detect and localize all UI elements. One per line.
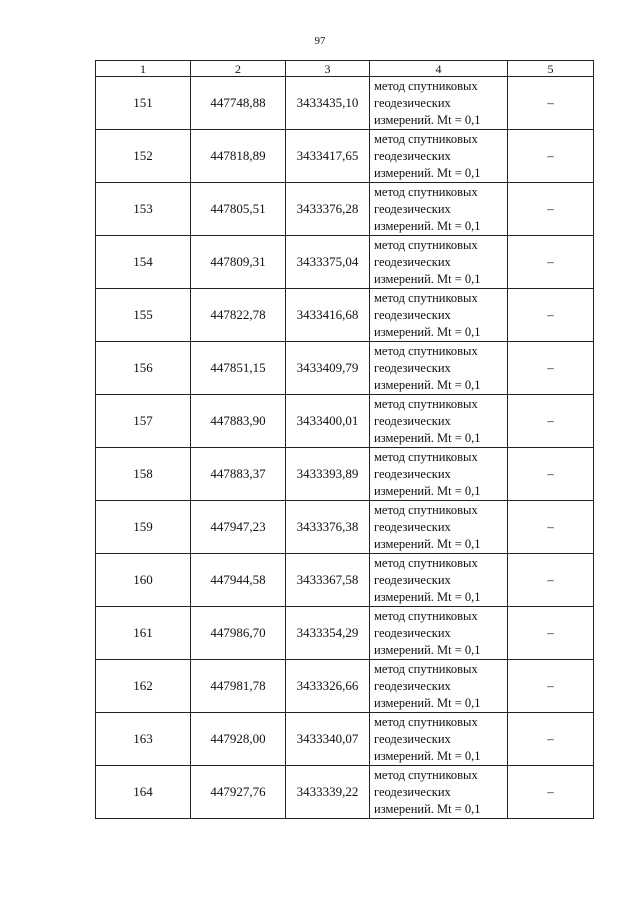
method-line: измерений. Mt = 0,1 (374, 748, 481, 763)
method-line: измерений. Mt = 0,1 (374, 695, 481, 710)
table-row (96, 236, 594, 289)
note-cell: – (508, 342, 594, 395)
table-row (96, 448, 594, 501)
method-cell (370, 130, 508, 183)
method-line: геодезических (374, 201, 451, 216)
x-coordinate-cell: 447883,37 (191, 448, 286, 501)
method-cell (370, 77, 508, 130)
table-row (96, 289, 594, 342)
y-coordinate-cell: 3433376,38 (286, 501, 370, 554)
y-coordinate-cell: 3433375,04 (286, 236, 370, 289)
x-coordinate-cell: 447986,70 (191, 607, 286, 660)
x-coordinate-cell: 447851,15 (191, 342, 286, 395)
method-line: метод спутниковых (374, 131, 478, 146)
method-cell (370, 289, 508, 342)
method-cell (370, 395, 508, 448)
method-line: геодезических (374, 625, 451, 640)
note-cell: – (508, 130, 594, 183)
y-coordinate-cell: 3433339,22 (286, 766, 370, 819)
point-number-cell: 153 (96, 183, 191, 236)
method-line: метод спутниковых (374, 343, 478, 358)
point-number-cell: 157 (96, 395, 191, 448)
method-line: метод спутниковых (374, 555, 478, 570)
method-cell (370, 607, 508, 660)
note-cell: – (508, 501, 594, 554)
x-coordinate-cell: 447944,58 (191, 554, 286, 607)
y-coordinate-cell: 3433400,01 (286, 395, 370, 448)
method-cell (370, 183, 508, 236)
table-row (96, 713, 594, 766)
point-number-cell: 156 (96, 342, 191, 395)
x-coordinate-cell: 447928,00 (191, 713, 286, 766)
point-number-cell: 158 (96, 448, 191, 501)
method-line: метод спутниковых (374, 237, 478, 252)
note-cell: – (508, 554, 594, 607)
method-line: геодезических (374, 519, 451, 534)
method-line: геодезических (374, 784, 451, 799)
method-line: метод спутниковых (374, 767, 478, 782)
method-line: измерений. Mt = 0,1 (374, 218, 481, 233)
y-coordinate-cell: 3433393,89 (286, 448, 370, 501)
x-coordinate-cell: 447947,23 (191, 501, 286, 554)
y-coordinate-cell: 3433354,29 (286, 607, 370, 660)
method-line: метод спутниковых (374, 714, 478, 729)
method-line: измерений. Mt = 0,1 (374, 430, 481, 445)
method-line: геодезических (374, 731, 451, 746)
x-coordinate-cell: 447805,51 (191, 183, 286, 236)
note-cell: – (508, 289, 594, 342)
method-line: геодезических (374, 307, 451, 322)
method-line: метод спутниковых (374, 449, 478, 464)
table-row (96, 501, 594, 554)
method-line: метод спутниковых (374, 78, 478, 93)
table-row (96, 395, 594, 448)
method-line: измерений. Mt = 0,1 (374, 589, 481, 604)
note-cell: – (508, 395, 594, 448)
point-number-cell: 151 (96, 77, 191, 130)
method-line: измерений. Mt = 0,1 (374, 642, 481, 657)
method-cell (370, 501, 508, 554)
x-coordinate-cell: 447748,88 (191, 77, 286, 130)
point-number-cell: 159 (96, 501, 191, 554)
method-line: измерений. Mt = 0,1 (374, 483, 481, 498)
note-cell: – (508, 607, 594, 660)
note-cell: – (508, 766, 594, 819)
method-line: измерений. Mt = 0,1 (374, 324, 481, 339)
method-line: метод спутниковых (374, 608, 478, 623)
method-line: геодезических (374, 95, 451, 110)
method-line: метод спутниковых (374, 502, 478, 517)
method-line: геодезических (374, 572, 451, 587)
table-row (96, 342, 594, 395)
point-number-cell: 164 (96, 766, 191, 819)
method-line: геодезических (374, 254, 451, 269)
column-header-5: 5 (508, 61, 594, 77)
note-cell: – (508, 183, 594, 236)
method-line: метод спутниковых (374, 290, 478, 305)
y-coordinate-cell: 3433416,68 (286, 289, 370, 342)
note-cell: – (508, 448, 594, 501)
method-line: измерений. Mt = 0,1 (374, 801, 481, 816)
x-coordinate-cell: 447818,89 (191, 130, 286, 183)
column-header-4: 4 (370, 61, 508, 77)
page-number: 97 (314, 35, 326, 47)
x-coordinate-cell: 447883,90 (191, 395, 286, 448)
note-cell: – (508, 77, 594, 130)
method-line: измерений. Mt = 0,1 (374, 536, 481, 551)
x-coordinate-cell: 447822,78 (191, 289, 286, 342)
method-line: метод спутниковых (374, 184, 478, 199)
method-line: измерений. Mt = 0,1 (374, 271, 481, 286)
table-row (96, 660, 594, 713)
x-coordinate-cell: 447809,31 (191, 236, 286, 289)
method-cell (370, 554, 508, 607)
y-coordinate-cell: 3433409,79 (286, 342, 370, 395)
method-line: геодезических (374, 413, 451, 428)
method-line: геодезических (374, 148, 451, 163)
coordinates-table (95, 60, 594, 819)
method-line: геодезических (374, 360, 451, 375)
column-header-2: 2 (191, 61, 286, 77)
x-coordinate-cell: 447981,78 (191, 660, 286, 713)
point-number-cell: 162 (96, 660, 191, 713)
point-number-cell: 161 (96, 607, 191, 660)
point-number-cell: 152 (96, 130, 191, 183)
table-row (96, 607, 594, 660)
method-line: измерений. Mt = 0,1 (374, 112, 481, 127)
point-number-cell: 154 (96, 236, 191, 289)
column-header-1: 1 (96, 61, 191, 77)
table-row (96, 766, 594, 819)
method-line: геодезических (374, 466, 451, 481)
y-coordinate-cell: 3433417,65 (286, 130, 370, 183)
method-cell (370, 766, 508, 819)
table-row (96, 183, 594, 236)
method-cell (370, 660, 508, 713)
x-coordinate-cell: 447927,76 (191, 766, 286, 819)
column-header-3: 3 (286, 61, 370, 77)
y-coordinate-cell: 3433340,07 (286, 713, 370, 766)
y-coordinate-cell: 3433376,28 (286, 183, 370, 236)
note-cell: – (508, 236, 594, 289)
method-line: измерений. Mt = 0,1 (374, 377, 481, 392)
method-line: геодезических (374, 678, 451, 693)
method-line: метод спутниковых (374, 661, 478, 676)
method-cell (370, 342, 508, 395)
note-cell: – (508, 660, 594, 713)
method-line: метод спутниковых (374, 396, 478, 411)
y-coordinate-cell: 3433326,66 (286, 660, 370, 713)
point-number-cell: 160 (96, 554, 191, 607)
table-row (96, 130, 594, 183)
method-cell (370, 236, 508, 289)
y-coordinate-cell: 3433435,10 (286, 77, 370, 130)
table-row (96, 77, 594, 130)
y-coordinate-cell: 3433367,58 (286, 554, 370, 607)
table-body (96, 77, 594, 819)
table-row (96, 554, 594, 607)
method-line: измерений. Mt = 0,1 (374, 165, 481, 180)
method-cell (370, 713, 508, 766)
point-number-cell: 155 (96, 289, 191, 342)
table-header-row (96, 61, 594, 77)
note-cell: – (508, 713, 594, 766)
point-number-cell: 163 (96, 713, 191, 766)
method-cell (370, 448, 508, 501)
